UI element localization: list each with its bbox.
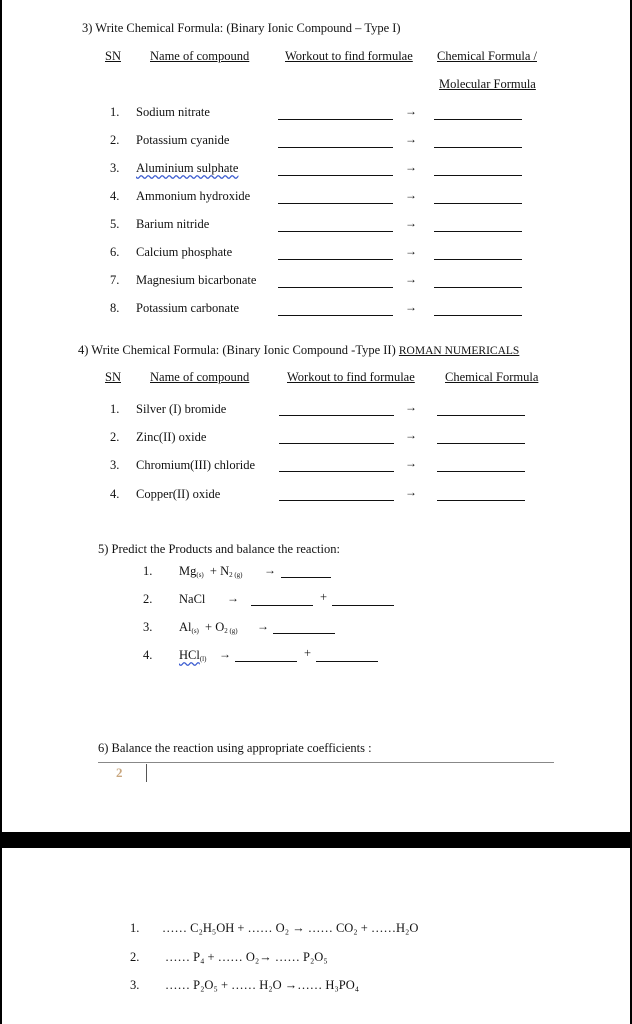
workout-blank[interactable]	[278, 147, 393, 148]
product-blank[interactable]	[235, 661, 297, 662]
col-workout: Workout to find formulae	[287, 370, 415, 384]
product-blank[interactable]	[332, 605, 394, 606]
arrow-icon: →	[405, 244, 417, 258]
formula-blank[interactable]	[434, 315, 522, 316]
row-number: 3.	[110, 458, 120, 472]
section-3-heading: 3) Write Chemical Formula: (Binary Ionic Compound – Type I)	[82, 21, 401, 35]
workout-blank[interactable]	[279, 443, 394, 444]
formula-blank[interactable]	[434, 259, 522, 260]
product-blank[interactable]	[316, 661, 378, 662]
roman-numericals-emphasis: ROMAN NUMERICALS	[398, 345, 520, 357]
arrow-icon: →	[405, 272, 417, 286]
equation-ethanol-combustion: …… C₂H₅OH + …… O₂ → …… CO₂ + ……H₂O	[162, 921, 419, 935]
formula-blank[interactable]	[437, 415, 525, 416]
compound-name: Aluminium sulphate	[136, 161, 239, 175]
col-formula-line2: Molecular Formula	[439, 77, 536, 91]
formula-blank[interactable]	[437, 443, 525, 444]
row-number: 4.	[143, 648, 153, 662]
arrow-icon: →	[257, 619, 269, 633]
reaction-al-o2: $Al_{(s)} + O_2$ $_{(g)}$	[179, 620, 238, 635]
product-blank[interactable]	[273, 633, 335, 634]
row-number: 1.	[143, 564, 153, 578]
page-2	[2, 848, 630, 1024]
reactant-hcl: HCl$_{(l)}$	[179, 648, 207, 663]
arrow-icon: →	[219, 647, 231, 661]
page-number: 2	[116, 765, 123, 780]
formula-blank[interactable]	[437, 471, 525, 472]
workout-blank[interactable]	[279, 471, 394, 472]
equation-phosphorus-oxidation: …… P₄ + …… O₂→ …… P₂O₅	[165, 950, 328, 964]
row-number: 3.	[110, 161, 120, 175]
col-name: Name of compound	[150, 49, 250, 63]
page-1	[2, 0, 630, 832]
workout-blank[interactable]	[278, 175, 393, 176]
arrow-icon: →	[405, 485, 417, 499]
row-number: 2.	[130, 950, 140, 964]
compound-name: Copper(II) oxide	[136, 487, 221, 501]
compound-name: Ammonium hydroxide	[136, 189, 251, 203]
compound-name: Potassium cyanide	[136, 133, 230, 147]
row-number: 6.	[110, 245, 120, 259]
col-sn: SN	[105, 49, 121, 63]
arrow-icon: →	[405, 216, 417, 230]
workout-blank[interactable]	[279, 500, 394, 501]
compound-name: Sodium nitrate	[136, 105, 210, 119]
row-number: 8.	[110, 301, 120, 315]
row-number: 1.	[110, 402, 120, 416]
row-number: 7.	[110, 273, 120, 287]
plus-sign: +	[304, 646, 312, 660]
arrow-icon: →	[405, 188, 417, 202]
formula-blank[interactable]	[434, 231, 522, 232]
col-name: Name of compound	[150, 370, 250, 384]
arrow-icon: →	[405, 400, 417, 414]
compound-name: Barium nitride	[136, 217, 210, 231]
formula-blank[interactable]	[434, 287, 522, 288]
workout-blank[interactable]	[278, 259, 393, 260]
product-blank[interactable]	[281, 577, 331, 578]
arrow-icon: →	[405, 132, 417, 146]
section-4-heading: 4) Write Chemical Formula: (Binary Ionic Compound -Type II) ROMAN NUMERICALS	[78, 343, 520, 357]
compound-name: Zinc(II) oxide	[136, 430, 207, 444]
row-number: 1.	[110, 105, 120, 119]
plus-sign: +	[320, 590, 328, 604]
col-workout: Workout to find formulae	[285, 49, 413, 63]
arrow-icon: →	[405, 428, 417, 442]
compound-name: Potassium carbonate	[136, 301, 240, 315]
compound-name: Magnesium bicarbonate	[136, 273, 257, 287]
formula-blank[interactable]	[437, 500, 525, 501]
row-number: 2.	[143, 592, 153, 606]
reactant-nacl: NaCl	[179, 592, 206, 606]
col-formula: Chemical Formula	[445, 370, 539, 384]
compound-name: Calcium phosphate	[136, 245, 233, 259]
row-number: 3.	[130, 978, 140, 992]
arrow-icon: →	[405, 160, 417, 174]
row-number: 2.	[110, 133, 120, 147]
workout-blank[interactable]	[278, 203, 393, 204]
arrow-icon: →	[405, 456, 417, 470]
row-number: 4.	[110, 487, 120, 501]
compound-name: Silver (I) bromide	[136, 402, 227, 416]
workout-blank[interactable]	[278, 119, 393, 120]
row-number: 2.	[110, 430, 120, 444]
workout-blank[interactable]	[279, 415, 394, 416]
arrow-icon: →	[405, 300, 417, 314]
workout-blank[interactable]	[278, 287, 393, 288]
row-number: 4.	[110, 189, 120, 203]
reaction-mg-n2: $Mg_{(s)} + N_2$ $_{(g)}$	[179, 564, 243, 579]
arrow-icon: →	[264, 563, 276, 577]
row-number: 5.	[110, 217, 120, 231]
section-5-heading: 5) Predict the Products and balance the reaction:	[98, 542, 340, 556]
row-number: 3.	[143, 620, 153, 634]
formula-blank[interactable]	[434, 119, 522, 120]
col-sn: SN	[105, 370, 121, 384]
arrow-icon: →	[227, 591, 239, 605]
page-break-line	[98, 762, 554, 763]
formula-blank[interactable]	[434, 147, 522, 148]
formula-blank[interactable]	[434, 203, 522, 204]
text-cursor	[146, 764, 147, 782]
compound-name: Chromium(III) chloride	[136, 458, 256, 472]
equation-phosphoric-acid: …… P₂O₅ + …… H₂O →…… H₃PO₄	[165, 978, 360, 992]
workout-blank[interactable]	[278, 315, 393, 316]
formula-blank[interactable]	[434, 175, 522, 176]
col-formula: Chemical Formula /	[437, 49, 537, 63]
workout-blank[interactable]	[278, 231, 393, 232]
product-blank[interactable]	[251, 605, 313, 606]
row-number: 1.	[130, 921, 140, 935]
section-6-heading: 6) Balance the reaction using appropriate coefficients :	[98, 741, 372, 755]
arrow-icon: →	[405, 104, 417, 118]
